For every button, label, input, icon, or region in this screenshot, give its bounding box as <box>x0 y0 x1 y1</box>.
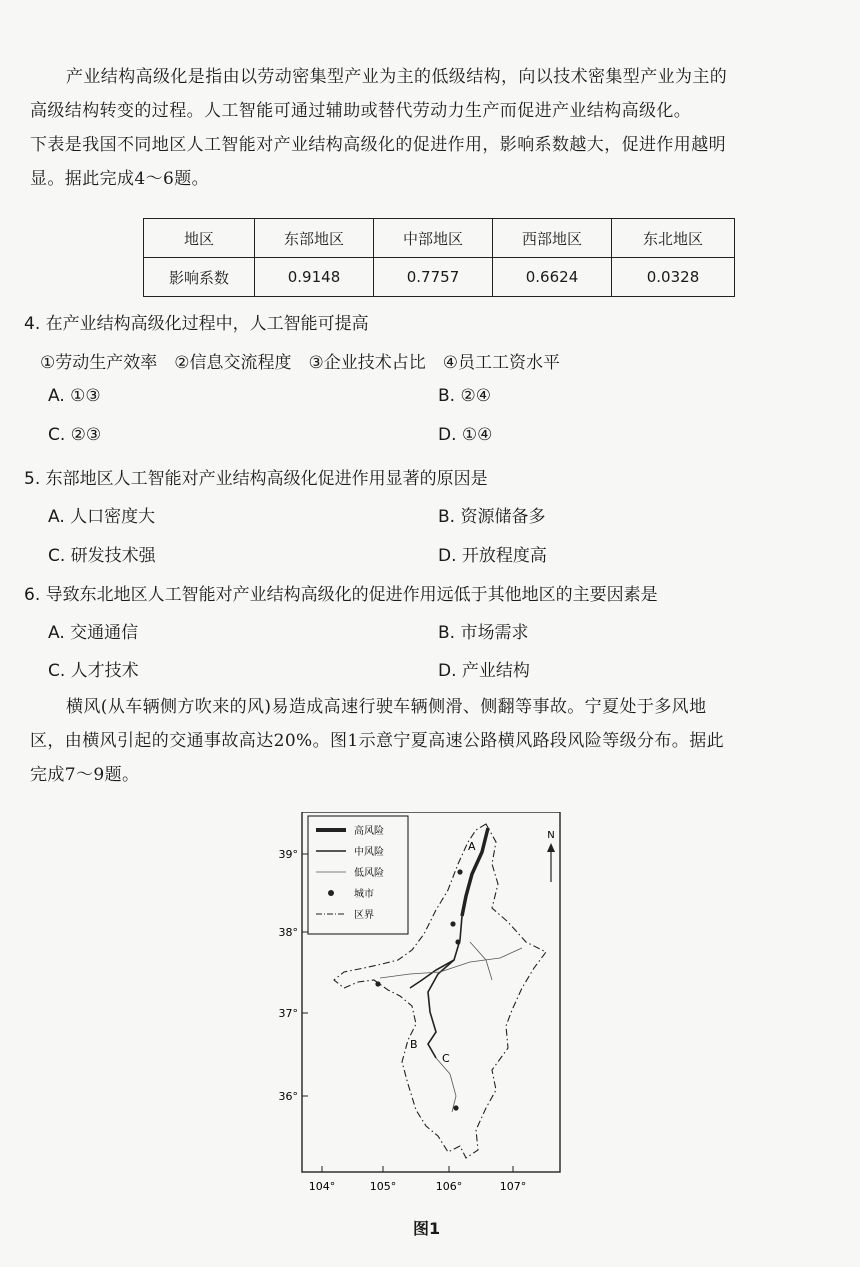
legend-label: 区界 <box>354 910 374 921</box>
legend-label: 高风险 <box>354 826 384 837</box>
ningxia-wind-risk-map <box>260 812 600 1212</box>
city-marker <box>375 981 380 986</box>
legend-city-swatch <box>328 890 334 896</box>
table-cell: 0.6624 <box>493 258 612 297</box>
intro1-line: 下表是我国不同地区人工智能对产业结构高级化的促进作用，影响系数越大，促进作用越明 <box>30 135 726 155</box>
question-5-option-b[interactable]: B. 资源储备多 <box>438 507 546 527</box>
city-marker <box>455 939 460 944</box>
question-4-option-c[interactable]: C. ②③ <box>48 425 102 445</box>
question-4-option-b[interactable]: B. ②④ <box>438 386 491 406</box>
map-svg <box>260 812 600 1212</box>
intro-paragraph-2 <box>30 690 830 792</box>
lat-label: 37° <box>278 1007 298 1020</box>
question-4-items: ①劳动生产效率 ②信息交流程度 ③企业技术占比 ④员工工资水平 <box>40 353 560 373</box>
question-6-option-d[interactable]: D. 产业结构 <box>438 661 530 681</box>
point-label-c: C <box>442 1052 450 1065</box>
map-legend <box>308 816 408 934</box>
lon-label: 105° <box>369 1180 397 1193</box>
city-marker <box>457 869 462 874</box>
question-5-option-c[interactable]: C. 研发技术强 <box>48 546 156 566</box>
lat-label: 36° <box>278 1090 298 1103</box>
intro1-line: 产业结构高级化是指由以劳动密集型产业为主的低级结构，向以技术密集型产业为主的 <box>66 67 728 87</box>
table-cell: 0.7757 <box>374 258 493 297</box>
legend-label: 中风险 <box>354 847 384 858</box>
table-cell: 0.0328 <box>612 258 735 297</box>
point-label-a: A <box>468 840 476 853</box>
question-6-stem: 6. 导致东北地区人工智能对产业结构高级化的促进作用远低于其他地区的主要因素是 <box>24 585 658 605</box>
table-header-cell: 东北地区 <box>612 219 735 258</box>
question-5-option-d[interactable]: D. 开放程度高 <box>438 546 547 566</box>
question-5-option-a[interactable]: A. 人口密度大 <box>48 507 156 527</box>
question-6-option-a[interactable]: A. 交通通信 <box>48 623 139 643</box>
table-header-cell: 西部地区 <box>493 219 612 258</box>
svg-text:N: N <box>547 830 555 841</box>
question-4-option-d[interactable]: D. ①④ <box>438 425 493 445</box>
question-4-stem: 4. 在产业结构高级化过程中，人工智能可提高 <box>24 314 369 334</box>
question-6-option-c[interactable]: C. 人才技术 <box>48 661 139 681</box>
intro1-line: 高级结构转变的过程。人工智能可通过辅助或替代劳动力生产而促进产业结构高级化。 <box>30 101 692 121</box>
table-header-cell: 中部地区 <box>374 219 493 258</box>
intro2-line: 完成7～9题。 <box>30 765 140 785</box>
lat-label: 38° <box>278 926 298 939</box>
figure-caption: 图1 <box>413 1219 441 1238</box>
medium-risk-route <box>428 916 462 1058</box>
question-5-stem: 5. 东部地区人工智能对产业结构高级化促进作用显著的原因是 <box>24 469 488 489</box>
intro-paragraph-1 <box>30 60 830 196</box>
table-header-cell: 东部地区 <box>255 219 374 258</box>
table-header-row <box>144 219 735 258</box>
lon-label: 107° <box>499 1180 527 1193</box>
longitude-axis <box>309 1166 527 1193</box>
legend-label: 城市 <box>354 889 374 900</box>
north-arrow-icon <box>547 830 555 882</box>
table-header-cell: 地区 <box>144 219 255 258</box>
intro2-line: 区，由横风引起的交通事故高达20%。图1示意宁夏高速公路横风路段风险等级分布。据此 <box>30 731 724 751</box>
city-marker <box>450 921 455 926</box>
latitude-axis <box>279 848 309 1103</box>
intro1-line: 显。据此完成4～6题。 <box>30 169 210 189</box>
influence-coefficient-table <box>143 218 735 297</box>
table-cell: 影响系数 <box>144 258 255 297</box>
city-marker <box>453 1105 458 1110</box>
table-cell: 0.9148 <box>255 258 374 297</box>
table-row <box>144 258 735 297</box>
lon-label: 106° <box>435 1180 463 1193</box>
low-risk-route <box>470 942 492 980</box>
low-risk-route <box>436 1058 456 1112</box>
lon-label: 104° <box>308 1180 336 1193</box>
lat-label: 39° <box>278 848 298 861</box>
question-6-option-b[interactable]: B. 市场需求 <box>438 623 529 643</box>
question-4-option-a[interactable]: A. ①③ <box>48 386 101 406</box>
intro2-line: 横风(从车辆侧方吹来的风)易造成高速行驶车辆侧滑、侧翻等事故。宁夏处于多风地 <box>66 697 707 717</box>
point-label-b: B <box>410 1038 418 1051</box>
legend-label: 低风险 <box>354 868 384 879</box>
